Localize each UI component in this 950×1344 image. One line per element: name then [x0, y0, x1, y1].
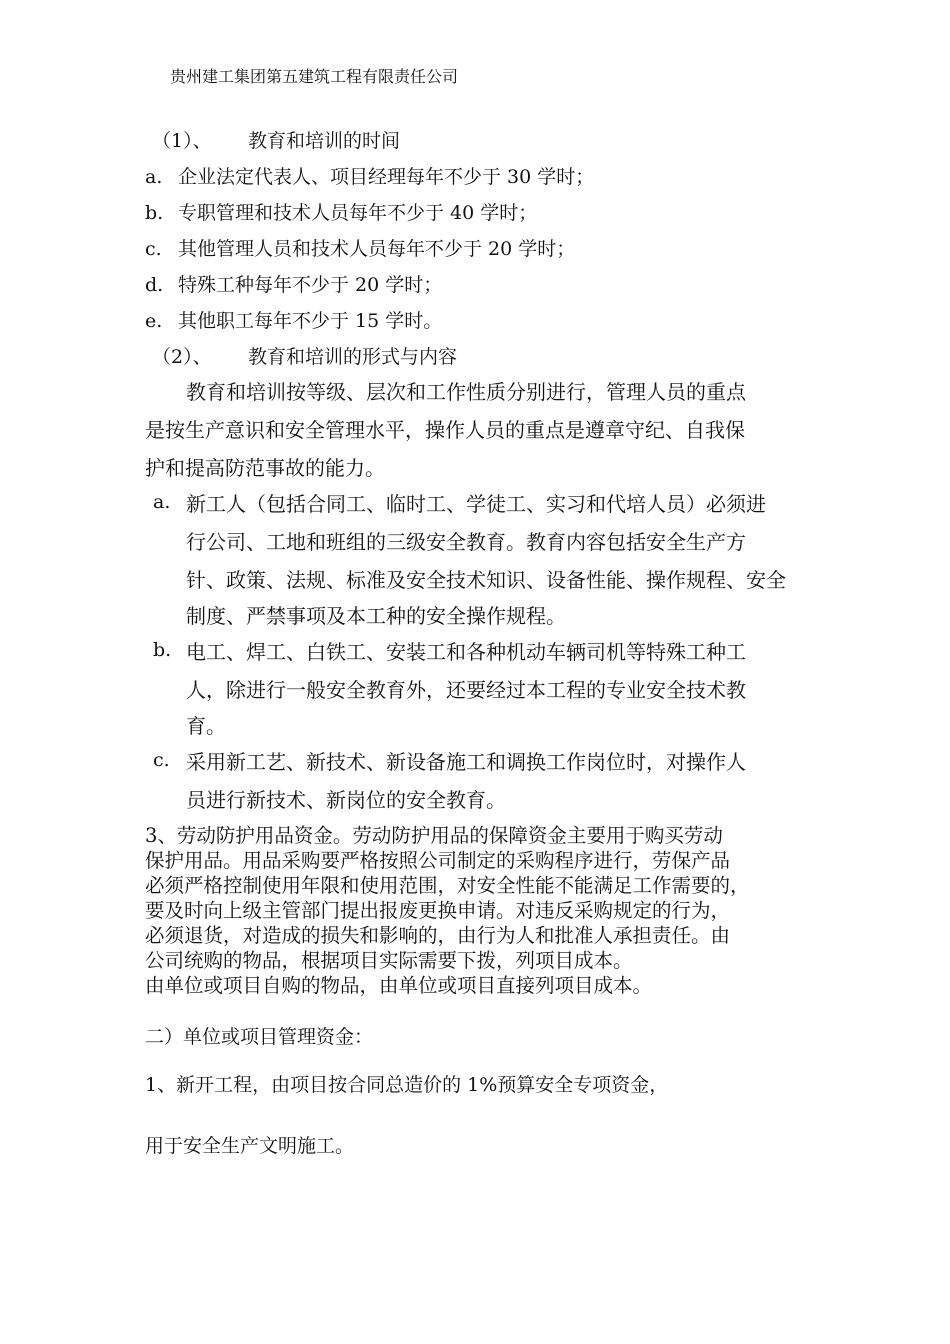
section-2-number: （2）、: [152, 346, 212, 368]
list-item: c. 其他管理人员和技术人员每年不少于 20 学时；: [145, 238, 576, 260]
section-2-title: [152, 342, 457, 369]
sub-item-line: 行公司、工地和班组的三级安全教育。教育内容包括安全生产方: [186, 530, 746, 554]
section-2-title-text: 教育和培训的形式与内容: [248, 346, 458, 368]
section-3-line: 3、劳动防护用品资金。劳动防护用品的保障资金主要用于购买劳动: [145, 824, 723, 847]
sub-item-line: 育。: [186, 714, 226, 738]
section-3-line: 要及时向上级主管部门提出报废更换申请。对违反采购规定的行为，: [145, 899, 731, 922]
sub-item-line: 针、政策、法规、标准及安全技术知识、设备性能、操作规程、安全: [186, 568, 786, 592]
list-item: a. 企业法定代表人、项目经理每年不少于 30 学时；: [145, 166, 595, 188]
part-2-heading: 二）单位或项目管理资金：: [145, 1026, 374, 1048]
sub-item-label: a.: [153, 491, 171, 513]
sub-item-line: 采用新工艺、新技术、新设备施工和调换工作岗位时，对操作人: [186, 750, 746, 774]
sub-item-line: 人，除进行一般安全教育外，还要经过本工程的专业安全技术教: [186, 678, 746, 702]
list-item: e. 其他职工每年不少于 15 学时。: [145, 310, 443, 332]
section-3-line: 公司统购的物品，根据项目实际需要下拨，列项目成本。: [145, 949, 633, 972]
section-1-number: （1）、: [152, 130, 212, 152]
section-2-intro-line: 护和提高防范事故的能力。: [145, 456, 385, 480]
list-item: b. 专职管理和技术人员每年不少于 40 学时；: [145, 202, 538, 224]
sub-item-line: 电工、焊工、白铁工、安装工和各种机动车辆司机等特殊工种工: [186, 640, 746, 664]
sub-item-label: c.: [153, 749, 170, 771]
part-2-item-1-continued: 用于安全生产文明施工。: [145, 1135, 355, 1157]
section-3-line: 保护用品。用品采购要严格按照公司制定的采购程序进行，劳保产品: [145, 849, 731, 872]
page-header-company: 贵州建工集团第五建筑工程有限责任公司: [170, 67, 459, 86]
list-item: d. 特殊工种每年不少于 20 学时；: [145, 274, 443, 296]
sub-item-label: b.: [153, 639, 172, 661]
section-2-intro-line: 是按生产意识和安全管理水平，操作人员的重点是遵章守纪、自我保: [145, 418, 745, 442]
section-3-line: 必须退货，对造成的损失和影响的，由行为人和批准人承担责任。由: [145, 924, 731, 947]
section-1-title: [152, 126, 400, 153]
section-2-intro-line: 教育和培训按等级、层次和工作性质分别进行，管理人员的重点: [186, 380, 746, 404]
section-3-line: 由单位或项目自购的物品，由单位或项目直接列项目成本。: [145, 974, 653, 997]
section-3-line: 必须严格控制使用年限和使用范围，对安全性能不能满足工作需要的，: [145, 874, 750, 897]
part-2-item-1: 1、新开工程，由项目按合同总造价的 1%预算安全专项资金，: [145, 1074, 669, 1096]
sub-item-line: 员进行新技术、新岗位的安全教育。: [186, 788, 506, 812]
sub-item-line: 新工人（包括合同工、临时工、学徒工、实习和代培人员）必须进: [186, 492, 766, 516]
sub-item-line: 制度、严禁事项及本工种的安全操作规程。: [186, 604, 566, 628]
section-1-title-text: 教育和培训的时间: [248, 130, 401, 152]
